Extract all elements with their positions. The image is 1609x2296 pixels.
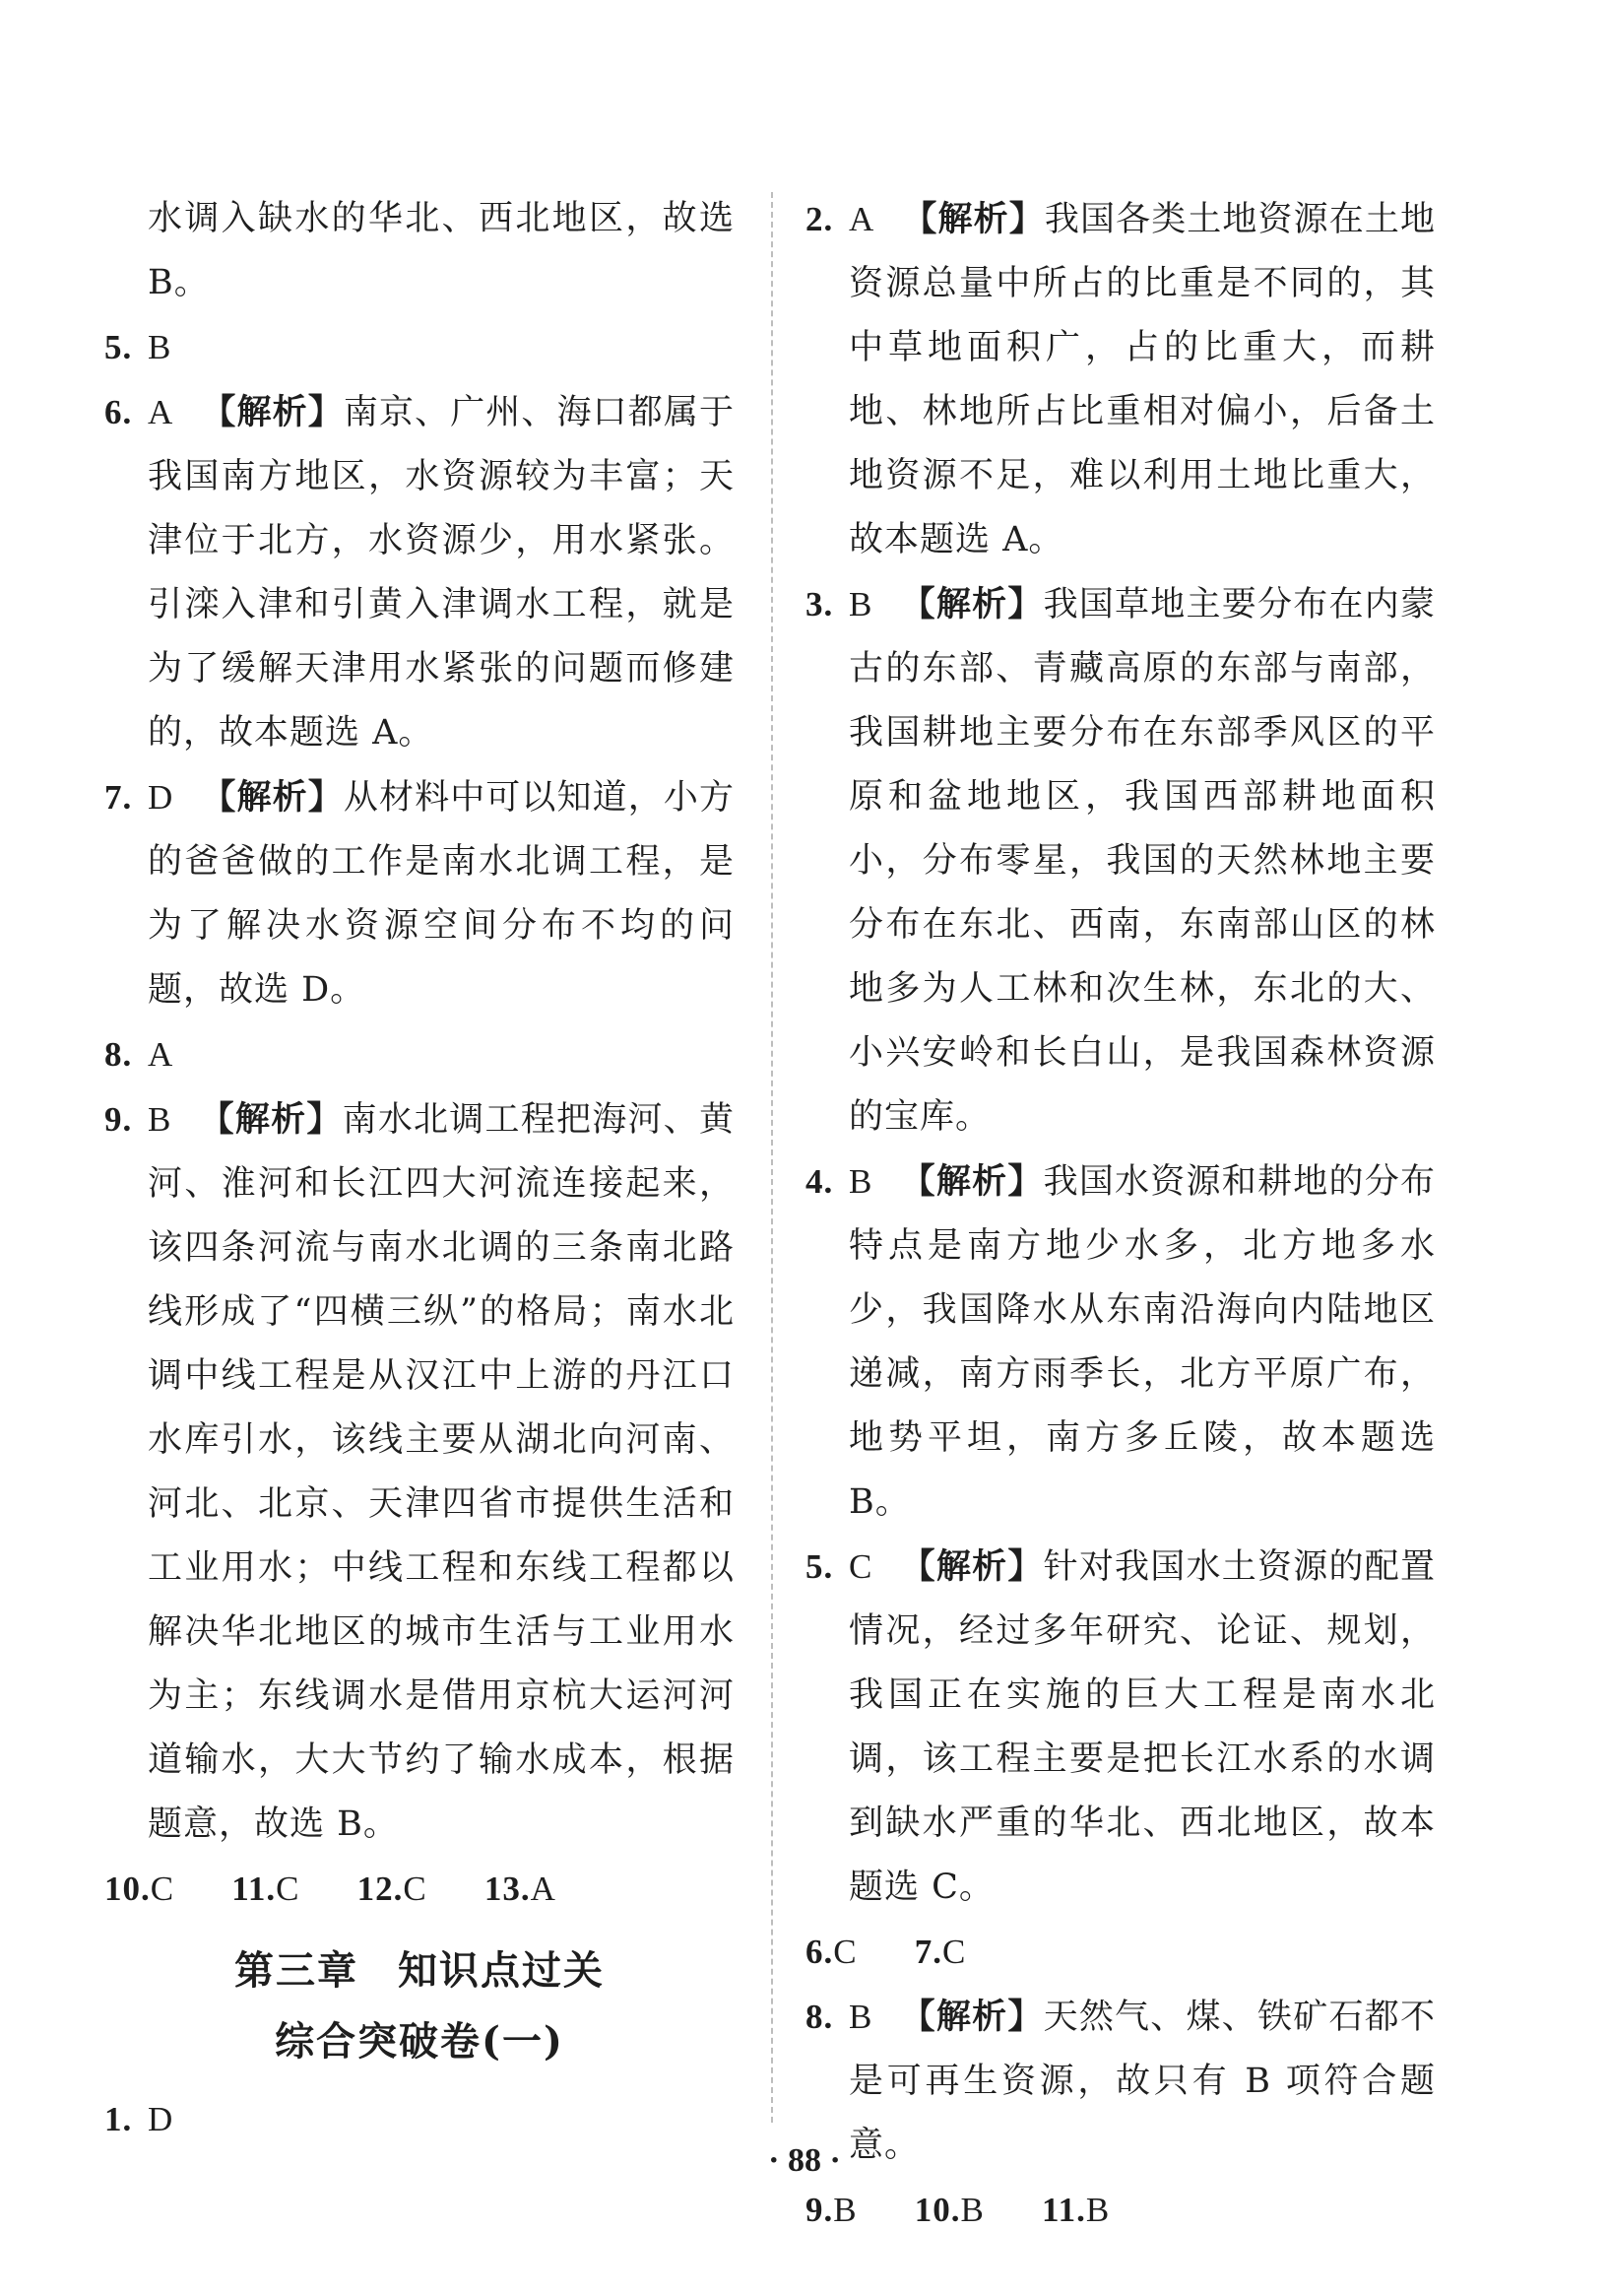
- analysis-text: 南水北调工程把海河、黄河、淮河和长江四大河流连接起来，该四条河流与南水北调的三条南北路线形成了“四横三纵”的格局；南水北调中线工程是从汉江中上游的丹江口水库引水，该线主要从湖北向河南、河北、北京、天津四省市提供生活和工业用水；中线工程和东线工程都以解决华北地区的城市生活与工业用水为主；东线调水是借用京杭大运河河道输水，大大节约了输水成本，根据题意，故选 B。: [148, 1100, 735, 1844]
- answer-letter: C: [833, 1933, 858, 1971]
- answer-letter: A: [530, 1870, 556, 1908]
- answer-letter: B: [849, 1162, 873, 1201]
- right-column: [805, 187, 1436, 2243]
- question-number: 6.: [104, 393, 133, 431]
- question-number: 5.: [104, 328, 133, 366]
- analysis-text: 我国水资源和耕地的分布特点是南方地少水多，北方地多水少，我国降水从东南沿海向内陆地区递减，南方雨季长，北方平原广布，地势平坦，南方多丘陵，故本题选 B。: [849, 1162, 1436, 1522]
- question-number: 13.: [483, 1870, 531, 1908]
- answer-letter: B: [148, 1100, 172, 1139]
- answer-letter: A: [849, 200, 875, 238]
- analysis-text: 天然气、煤、铁矿石都不是可再生资源，故只有 B 项符合题意。: [849, 1998, 1436, 2165]
- answer-letter: A: [148, 393, 174, 431]
- answer-row-9-11: [805, 2178, 1436, 2243]
- question-number: 7.: [104, 778, 133, 817]
- column-divider: [771, 192, 773, 2123]
- analysis-tag: 【解析】: [201, 393, 344, 432]
- answer-letter: D: [148, 2100, 174, 2138]
- chapter-title: [104, 1935, 735, 2006]
- answer-item-5-right: [805, 1535, 1436, 1920]
- question-number: 9.: [805, 2191, 834, 2229]
- answer-pair: [805, 2191, 858, 2230]
- question-number: 11.: [1042, 2191, 1086, 2229]
- analysis-text: 针对我国水土资源的配置情况，经过多年研究、论证、规划，我国正在实施的巨大工程是南水北调，该工程主要是把长江水系的水调到缺水严重的华北、西北地区，故本题选 C。: [849, 1547, 1436, 1907]
- chapter-label: 第三章: [234, 1947, 358, 1994]
- chapter-heading: [104, 1935, 735, 2077]
- answer-letter: C: [849, 1547, 873, 1586]
- question-number: 12.: [356, 1870, 404, 1908]
- answer-row-6-7: [805, 1920, 1436, 1985]
- continued-text: 水调入缺水的华北、西北地区，故选 B。: [148, 199, 735, 302]
- left-column: [104, 187, 735, 2152]
- answer-letter: C: [276, 1870, 300, 1908]
- question-number: 1.: [104, 2100, 133, 2138]
- page-number: · 88 ·: [768, 2142, 841, 2179]
- answer-letter: C: [403, 1870, 427, 1908]
- analysis-tag: 【解析】: [900, 1998, 1044, 2037]
- answer-pair: [484, 1870, 556, 1909]
- answer-item-3: [805, 572, 1436, 1149]
- answer-pair: [231, 1870, 299, 1909]
- question-number: 7.: [914, 1933, 942, 1971]
- question-number: 8.: [805, 1998, 834, 2036]
- answer-row-10-13: [104, 1857, 735, 1922]
- answer-letter: C: [150, 1870, 175, 1908]
- question-number: 5.: [805, 1547, 834, 1586]
- question-number: 3.: [805, 585, 834, 623]
- answer-letter: B: [148, 328, 172, 366]
- question-number: 9.: [104, 1100, 133, 1139]
- answer-letter: B: [849, 1998, 873, 2036]
- analysis-tag: 【解析】: [201, 778, 344, 818]
- answer-letter: B: [849, 585, 873, 623]
- answer-letter: A: [148, 1035, 174, 1074]
- question-number: 4.: [805, 1162, 834, 1201]
- answer-pair: [915, 1933, 967, 1972]
- answer-item-6: [104, 380, 735, 765]
- answer-letter: B: [960, 2191, 985, 2229]
- answer-item-9: [104, 1087, 735, 1857]
- analysis-text: 我国各类土地资源在土地资源总量中所占的比重是不同的，其中草地面积广，占的比重大，而耕地、林地所占比重相对偏小，后备土地资源不足，难以利用土地比重大，故本题选 A。: [849, 200, 1436, 559]
- answer-pair: [104, 1870, 174, 1909]
- analysis-text: 我国草地主要分布在内蒙古的东部、青藏高原的东部与南部，我国耕地主要分布在东部季风区的平原和盆地地区，我国西部耕地面积小，分布零星，我国的天然林地主要分布在东北、西南，东南部山区的林地多为人工林和次生林，东北的大、小兴安岭和长白山，是我国森林资源的宝库。: [849, 585, 1436, 1137]
- analysis-tag: 【解析】: [902, 200, 1045, 239]
- analysis-text: 从材料中可以知道，小方的爸爸做的工作是南水北调工程，是为了解决水资源空间分布不均的问题，故选 D。: [148, 778, 735, 1010]
- question-number: 6.: [805, 1933, 834, 1971]
- analysis-tag: 【解析】: [199, 1100, 343, 1140]
- answer-item-8: [104, 1022, 735, 1087]
- question-number: 2.: [805, 200, 834, 238]
- question-number: 10.: [914, 2191, 961, 2229]
- answer-pair: [1042, 2191, 1110, 2230]
- analysis-tag: 【解析】: [900, 1547, 1044, 1587]
- section-label: 知识点过关: [398, 1947, 605, 1994]
- answer-item-7: [104, 765, 735, 1022]
- answer-letter: B: [1085, 2191, 1111, 2229]
- analysis-tag: 【解析】: [900, 585, 1044, 624]
- test-title: 综合突破卷(一): [275, 2018, 564, 2065]
- answer-letter: C: [942, 1933, 967, 1971]
- question-number: 10.: [104, 1870, 151, 1908]
- analysis-text: 南京、广州、海口都属于我国南方地区，水资源较为丰富；天津位于北方，水资源少，用水紧张。引滦入津和引黄入津调水工程，就是为了缓解天津用水紧张的问题而修建的，故本题选 A。: [148, 393, 735, 753]
- answer-item-4: [805, 1149, 1436, 1535]
- answer-pair: [915, 2191, 985, 2230]
- answer-pair: [805, 1933, 858, 1972]
- question-number: 11.: [231, 1870, 277, 1908]
- answer-item-2: [805, 187, 1436, 572]
- analysis-tag: 【解析】: [900, 1162, 1044, 1202]
- answer-letter: B: [833, 2191, 858, 2229]
- question-number: 8.: [104, 1035, 133, 1074]
- answer-item-5: [104, 315, 735, 380]
- answer-letter: D: [148, 778, 174, 817]
- answer-pair: [357, 1870, 427, 1909]
